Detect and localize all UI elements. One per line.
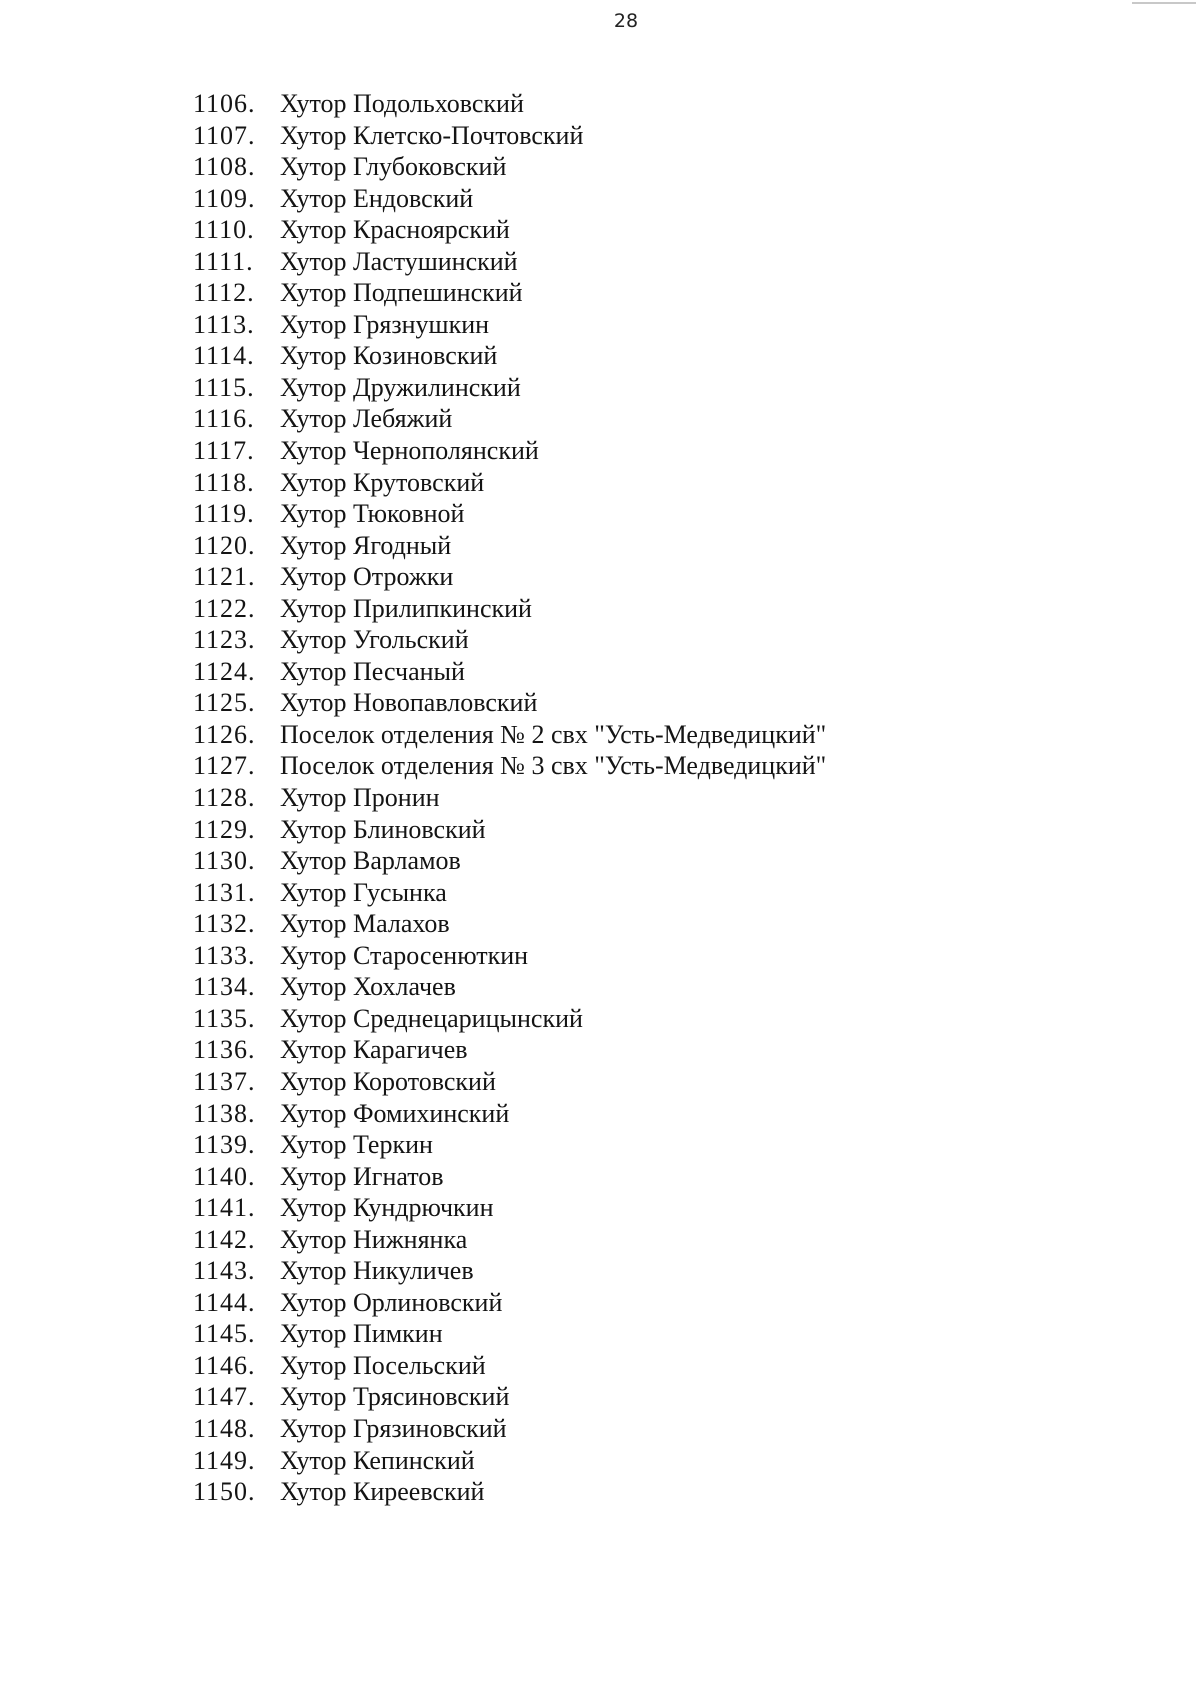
list-item: [193, 1350, 826, 1382]
list-item-name: Хутор Посельский: [280, 1350, 486, 1380]
list-item-number: 1141.: [193, 1193, 256, 1223]
list-item: [193, 687, 826, 719]
list-item-number: 1147.: [193, 1382, 256, 1412]
list-item-name: Хутор Никуличев: [280, 1256, 474, 1286]
list-item: [193, 1287, 826, 1319]
list-item-name: Хутор Подпешинский: [280, 278, 523, 308]
list-item-name: Хутор Пимкин: [280, 1319, 443, 1349]
list-item-number: 1123.: [193, 625, 256, 655]
list-item-name: Хутор Козиновский: [280, 341, 498, 371]
list-item-name: Хутор Песчаный: [280, 656, 465, 686]
list-item-number: 1119.: [193, 499, 255, 529]
list-item: [193, 750, 826, 782]
list-item: [193, 403, 826, 435]
list-item-number: 1113.: [193, 309, 255, 339]
list-item-name: Хутор Гусынка: [280, 877, 447, 907]
list-item-number: 1110.: [193, 215, 255, 245]
list-item: [193, 340, 826, 372]
list-item-number: 1128.: [193, 783, 256, 813]
list-item-number: 1129.: [193, 814, 256, 844]
list-item: [193, 1192, 826, 1224]
list-item-number: 1131.: [193, 877, 256, 907]
list-item: [193, 88, 826, 120]
list-item-name: Хутор Малахов: [280, 909, 450, 939]
list-item-name: Хутор Варламов: [280, 846, 461, 876]
list-item: [193, 1318, 826, 1350]
list-item-number: 1114.: [193, 341, 255, 371]
list-item: [193, 530, 826, 562]
list-item-number: 1115.: [193, 372, 255, 402]
list-item-number: 1109.: [193, 183, 256, 213]
list-item-name: Хутор Игнатов: [280, 1161, 444, 1191]
list-item-name: Хутор Карагичев: [280, 1035, 468, 1065]
list-item: [193, 971, 826, 1003]
list-item-name: Хутор Коротовский: [280, 1066, 496, 1096]
list-item-name: Хутор Грязиновский: [280, 1413, 507, 1443]
list-item: [193, 1129, 826, 1161]
list-item-number: 1146.: [193, 1350, 256, 1380]
list-item-number: 1126.: [193, 719, 256, 749]
scan-edge-mark: [1132, 2, 1196, 4]
list-item-number: 1120.: [193, 530, 256, 560]
list-item-number: 1127.: [193, 751, 256, 781]
list-item: [193, 1034, 826, 1066]
list-item-number: 1150.: [193, 1477, 256, 1507]
list-item-name: Хутор Киреевский: [280, 1477, 485, 1507]
list-item: [193, 1066, 826, 1098]
list-item-number: 1140.: [193, 1161, 256, 1191]
list-item-name: Хутор Новопавловский: [280, 688, 538, 718]
list-item-name: Хутор Грязнушкин: [280, 309, 490, 339]
list-item-number: 1134.: [193, 972, 256, 1002]
settlement-list: [193, 88, 826, 1508]
list-item-name: Хутор Ендовский: [280, 183, 474, 213]
list-item-number: 1144.: [193, 1287, 256, 1317]
list-item-name: Хутор Крутовский: [280, 467, 485, 497]
list-item: [193, 845, 826, 877]
list-item: [193, 1224, 826, 1256]
list-item-number: 1139.: [193, 1130, 256, 1160]
list-item-name: Хутор Красноярский: [280, 215, 510, 245]
list-item-name: Хутор Пронин: [280, 783, 440, 813]
list-item: [193, 782, 826, 814]
list-item-name: Хутор Подольховский: [280, 89, 524, 118]
list-item-name: Хутор Нижнянка: [280, 1224, 468, 1254]
list-item-number: 1135.: [193, 1003, 256, 1033]
list-item-number: 1133.: [193, 940, 256, 970]
list-item-number: 1117.: [193, 436, 255, 466]
list-item-number: 1145.: [193, 1319, 256, 1349]
list-item-number: 1143.: [193, 1256, 256, 1286]
list-item-name: Хутор Теркин: [280, 1130, 433, 1160]
list-item-name: Хутор Лебяжий: [280, 404, 453, 434]
list-item: [193, 561, 826, 593]
list-item-name: Хутор Среднецарицынский: [280, 1003, 583, 1033]
list-item: [193, 1476, 826, 1508]
list-item-name: Хутор Дружилинский: [280, 372, 521, 402]
list-item-name: Хутор Кепинский: [280, 1445, 475, 1475]
list-item: [193, 498, 826, 530]
list-item-number: 1107.: [193, 120, 256, 150]
list-item: [193, 120, 826, 152]
list-item: [193, 719, 826, 751]
list-item-name: Хутор Тюковной: [280, 499, 465, 529]
list-item-name: Хутор Ягодный: [280, 530, 452, 560]
list-item-name: Хутор Ластушинский: [280, 246, 518, 276]
list-item-number: 1138.: [193, 1098, 256, 1128]
list-item-number: 1124.: [193, 656, 256, 686]
list-item-name: Хутор Прилипкинский: [280, 593, 532, 623]
list-item-name: Хутор Глубоковский: [280, 152, 507, 182]
list-item-number: 1130.: [193, 846, 256, 876]
list-item-name: Поселок отделения № 3 свх "Усть-Медведицкий": [280, 751, 827, 781]
list-item: [193, 309, 826, 341]
list-item: [193, 656, 826, 688]
list-item-number: 1132.: [193, 909, 256, 939]
list-item-number: 1122.: [193, 593, 256, 623]
list-item-number: 1111.: [193, 246, 254, 276]
list-item: [193, 435, 826, 467]
list-item-name: Хутор Фомихинский: [280, 1098, 510, 1128]
page-number: 28: [613, 10, 639, 32]
list-item-name: Хутор Хохлачев: [280, 972, 456, 1002]
list-item-number: 1112.: [193, 278, 255, 308]
list-item-number: 1125.: [193, 688, 256, 718]
list-item-number: 1142.: [193, 1224, 256, 1254]
list-item: [193, 814, 826, 846]
list-item-number: 1106.: [193, 89, 256, 118]
list-item: [193, 246, 826, 278]
list-item: [193, 467, 826, 499]
list-item: [193, 1161, 826, 1193]
list-item: [193, 214, 826, 246]
list-item: [193, 1381, 826, 1413]
list-item-number: 1121.: [193, 562, 256, 592]
list-item-name: Хутор Старосенюткин: [280, 940, 529, 970]
list-item: [193, 877, 826, 909]
list-item-name: Хутор Клетско-Почтовский: [280, 120, 584, 150]
list-item: [193, 908, 826, 940]
list-item: [193, 593, 826, 625]
list-item-name: Хутор Кундрючкин: [280, 1193, 494, 1223]
list-item: [193, 940, 826, 972]
list-item-number: 1148.: [193, 1413, 256, 1443]
list-item-name: Хутор Блиновский: [280, 814, 486, 844]
list-item-name: Хутор Орлиновский: [280, 1287, 503, 1317]
list-item-number: 1108.: [193, 152, 256, 182]
list-item-name: Хутор Трясиновский: [280, 1382, 510, 1412]
list-item: [193, 372, 826, 404]
list-item: [193, 1445, 826, 1477]
list-item-number: 1149.: [193, 1445, 256, 1475]
list-item: [193, 277, 826, 309]
list-item-name: Хутор Чернополянский: [280, 436, 539, 466]
list-item: [193, 624, 826, 656]
list-item: [193, 183, 826, 215]
list-item-number: 1116.: [193, 404, 255, 434]
list-item: [193, 1255, 826, 1287]
list-item-name: Хутор Угольский: [280, 625, 469, 655]
list-item: [193, 1003, 826, 1035]
list-item-number: 1137.: [193, 1066, 256, 1096]
list-item: [193, 151, 826, 183]
list-item-name: Поселок отделения № 2 свх "Усть-Медведицкий": [280, 719, 827, 749]
list-item-number: 1136.: [193, 1035, 256, 1065]
list-item: [193, 1098, 826, 1130]
list-item-name: Хутор Отрожки: [280, 562, 454, 592]
list-item-number: 1118.: [193, 467, 255, 497]
list-item: [193, 1413, 826, 1445]
